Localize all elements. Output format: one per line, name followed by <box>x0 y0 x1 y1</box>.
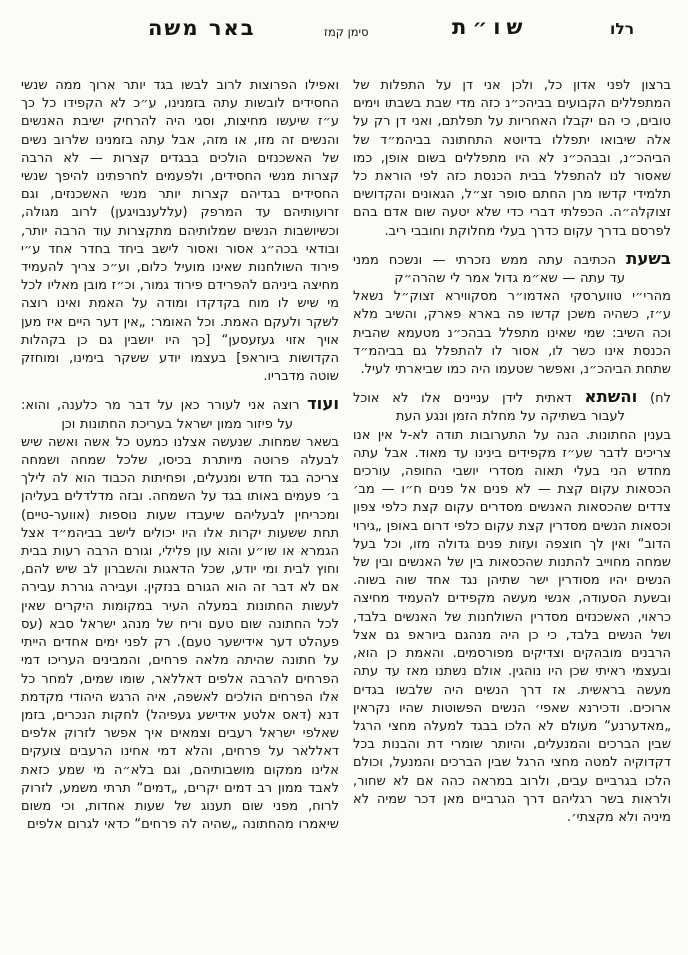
lead-word-beshaas: בשעת <box>626 248 671 268</box>
first-line-text: הכתיבה עתה ממש נזכרתי — ונשכח ממני <box>353 252 617 268</box>
header-siman-number: סימן קמז <box>324 25 369 39</box>
paragraph-beshaas <box>353 250 671 379</box>
first-line-text: רוצה אני לעורר כאן על דבר מר כלענה, והוא: <box>21 398 300 414</box>
lead-word-veod: ועוד <box>306 394 339 414</box>
siman-index-number: לח) <box>650 391 671 407</box>
column-right <box>353 77 671 827</box>
paragraph-continuation: ברצון לפני אדון כל, ולכן אני דן על התפלות של המתפללים הקבועים בביהכ״נ כזה מדי שבת בשבתו וימים טובים, כי הם יקבלו האחריות על תפלתם, ואני דן רק על אלה שיבואו יתפללו בדיוטא התחתונה בביהמ״ד של הביהכ״נ, ובבהכ״נ לא היו מתפללים בשום אופן, כמו שאסור לנו להתפלל בבית הכנסת כזה לפי הוראת כל תלמידי קדשו מרן החתם סופר זצ״ל, הגאונים והקדושים זצוקלה״ה. הכפלתי דברי כדי שלא יטעה שום אדם בהם לפרסם בדרך עקום כדרך בעלי מחלוקת וחובבי ריב. <box>353 78 671 239</box>
paragraph-first-line <box>21 395 339 415</box>
paragraph-veod <box>21 395 339 834</box>
lead-word-vehashta: והשתא <box>584 387 638 407</box>
paragraph-continuation: ואפילו הפרוצות לרוב לבשו בגד יותר ארוך ממה שנשי החסידים לובשות עתה בזמנינו, ע״כ לא הקפידו כל כך ע״ז שיעשו מחיצות, וסגי היה להרחיק ישיבת האנשים והנשים זה מזו, או מזה, אבל עתה בזמנינו שלרוב נשים של האשכנזים הולכים בבגדים קצרות — לא הרבה קצרות מנשי החסידים, ולפעמים לחרפתינו להיפך שנשי החסידים בגדיהם קצרות יותר מנשי האשכנזים, וגם זרועותיהם עד המרפק (עללענבויגען) לרוב מגולה, וכשיושבות הנשים שמלותיהם מתקצרות עוד הרבה יותר, ובודאי בכה״ג אסור ואסור לישב ביחד בחדר אחד ע״י פירוד השולחנות שאינו מועיל כלום, וע״כ צריך להעמיד מחיצה ביניהם להפרידם פירוד גמור, וכ״ז מובן מאליו לכל מי שיש לו מוח בקדקדו ומודה על האמת ואינו רוצה לשקר ולעקם האמת. וכל האומר: „אין דער היים איז מען אויך אזוי געזעסען“ [כך היו יושבין גם כן בקהלות הקדושות ביוראפ] בעצמו יודע ששקר בימינו, ומוחזק שוטה מדבריו. <box>21 78 339 385</box>
paragraph-first-line <box>353 250 671 270</box>
header-page-number: רלו <box>610 20 635 38</box>
paragraph-body: בשאר שמחות. שנעשה אצלנו כמעט כל אשה ואשה שיש לבעלה פרוטה מיותרת בכיסו, שלכל שמחה ושמחה צריכה בגד חדש ומנעלים, ופחיתות הכבוד הוא לה לילך ב׳ פעמים באותו בגד על השמחה. ובזה מדלדלים בעליהן ומכריחין לבעליהם שיעבדו שעות נוספות (אווער-טיים) תחת ששעות יקרות אלו היו יכולים לישב בביהמ״ד אצל הגמרא או שו״ע והוא עון פלילי, וגורם הרבה רעות בבית וחוץ לבית ומי יודע, שכל הדאגות והשברון לב שיש להם, אם לא דבר זה הוא הגורם בנזקין. ועבירה גוררת עבירה לעשות החתונות במעלה העיר במקומות היקרים שאין לכל החתונה שום טעם וריח של מנהג ישראל סבא (עס פעהלט דער אידישער טעם). רק לפני ימים אחדים הייתי על חתונה שהיתה מלאה פרחים, והמבינים העריכו דמי הפרחים להרבה אלפים דאללאר, שומו שמים, למחר כל אלו הפרחים הולכים לאשפה, איה הרגש היהודי מקדמת דנא (דאס אלטע אידישע געפיהל) לחקות הנכרים, בזמן שאלפי ישראל רעבים וצמאים איך אפשר לזרוק אלפים דאללאר על פרחים, והלא דמי אחינו הרעבים צועקים אלינו ממקום מושבותיהם, וגם בלא״ה מי שמע כזאת לאבד ממון רב דמים יקרים, „דמים“ תרתי משמע, לזרוק לרוח, מפני שום תענוג של שעות אחדות, וכי משום שיאמרו מהחתונה „שהיה לה פרחים“ כדאי לגרום אלפים <box>21 434 339 833</box>
paragraph-first-line <box>353 388 671 408</box>
paragraph-second-line: על פיזור ממון ישראל בעריכת החתונות וכן <box>61 416 293 432</box>
first-line-text: דאתית לידן עניינים אלו לא אוכל <box>353 391 572 407</box>
header-book-title: באר משה <box>148 16 256 40</box>
column-left <box>21 77 339 834</box>
paragraph-vehashta <box>353 388 671 827</box>
paragraph-second-line: לעבור בשתיקה על מחלת הזמן ונגע העת <box>395 409 625 425</box>
paragraph-body: בענין החתונות. הנה על התערובות תודה לא-ל אין אנו צריכים לדבר שע״ז מקפידים בינינו עד מאוד. אבל עתה מחדש הני בעלי תאוה מסדרי יושבי החופה, עורכים הכסאות עקום קצת — לא פנים אל פנים ח״ו — מב׳ צדדים שהכסאות האנשים מסדרים עקום קצת כלפי צפון וכסאות הנשים מסדרין קצת עקום כלפי דרום באופן „גירוי הדוב“ ואין לך חוצפה ועזות פנים גדולה מזו, וכל בעל שמחה מחוייב להתנות שהכסאות בין של האנשים ובין של הנשים יהיו מסודרין ישר שתיהן נגד אחד שוה בשוה. ובשעת הסעודה, אנשי מעשה מקפידים להעמיד מחיצה כראוי, האשכנזים מסדרין השולחנות של האנשים בלבד, ושל הנשים בלבד, כי כן היה מנהגם ביוראפ גם אצל הרבנים מובהקים וצדיקים מפורסמים. והאמת כן הוא, ובעצמי ראיתי שכן היו נוהגין. אולם נשתנו מאז עד עתה מעשה בראשית. אז דרך הנשים היה שלבשו בגדים ארוכים. ודכירנא שאפי׳ הנשים הפשוטות שהיו נקראין „מאדערנע“ מעולם לא הלכו בבגד למעלה מחצי הרגל שבין הברכים והמנעלים, והיותר שומרי דת והבנות בכל דקדוקיה למטה מחצי הרגל שבין הברכים והמנעל, וכולם הלכו בגרביים עבים, ולרוב במראה כהה אם לא שחור, ולראות בשר רגליהם דרך הגרביים מאן דכר שמיה לא מיניה ולא מקצתי׳. <box>353 427 671 825</box>
paragraph-body: מהרי״י טווערסקי האדמו״ר מסקווירא זצוק״ל נשאל ע״ז, כשהיה משכן קדשו פה בארא פארק, והשיב מלא וכה השיב: שמי שאינו מתפלל בבהכ״נ מטעמא שהבית הכנסת אינו כשר לו, אסור לו להתפלל גם בביהמ״ד שתחת הביהכ״נ, ואפשר שטעמו היה כמו שביארתי לעיל. <box>353 289 671 378</box>
header-responsa-abbrev: שו״ת <box>452 15 529 39</box>
paragraph-second-line: עד עתה — שא״מ גדול אמר לי שהרה״ק <box>394 271 625 287</box>
